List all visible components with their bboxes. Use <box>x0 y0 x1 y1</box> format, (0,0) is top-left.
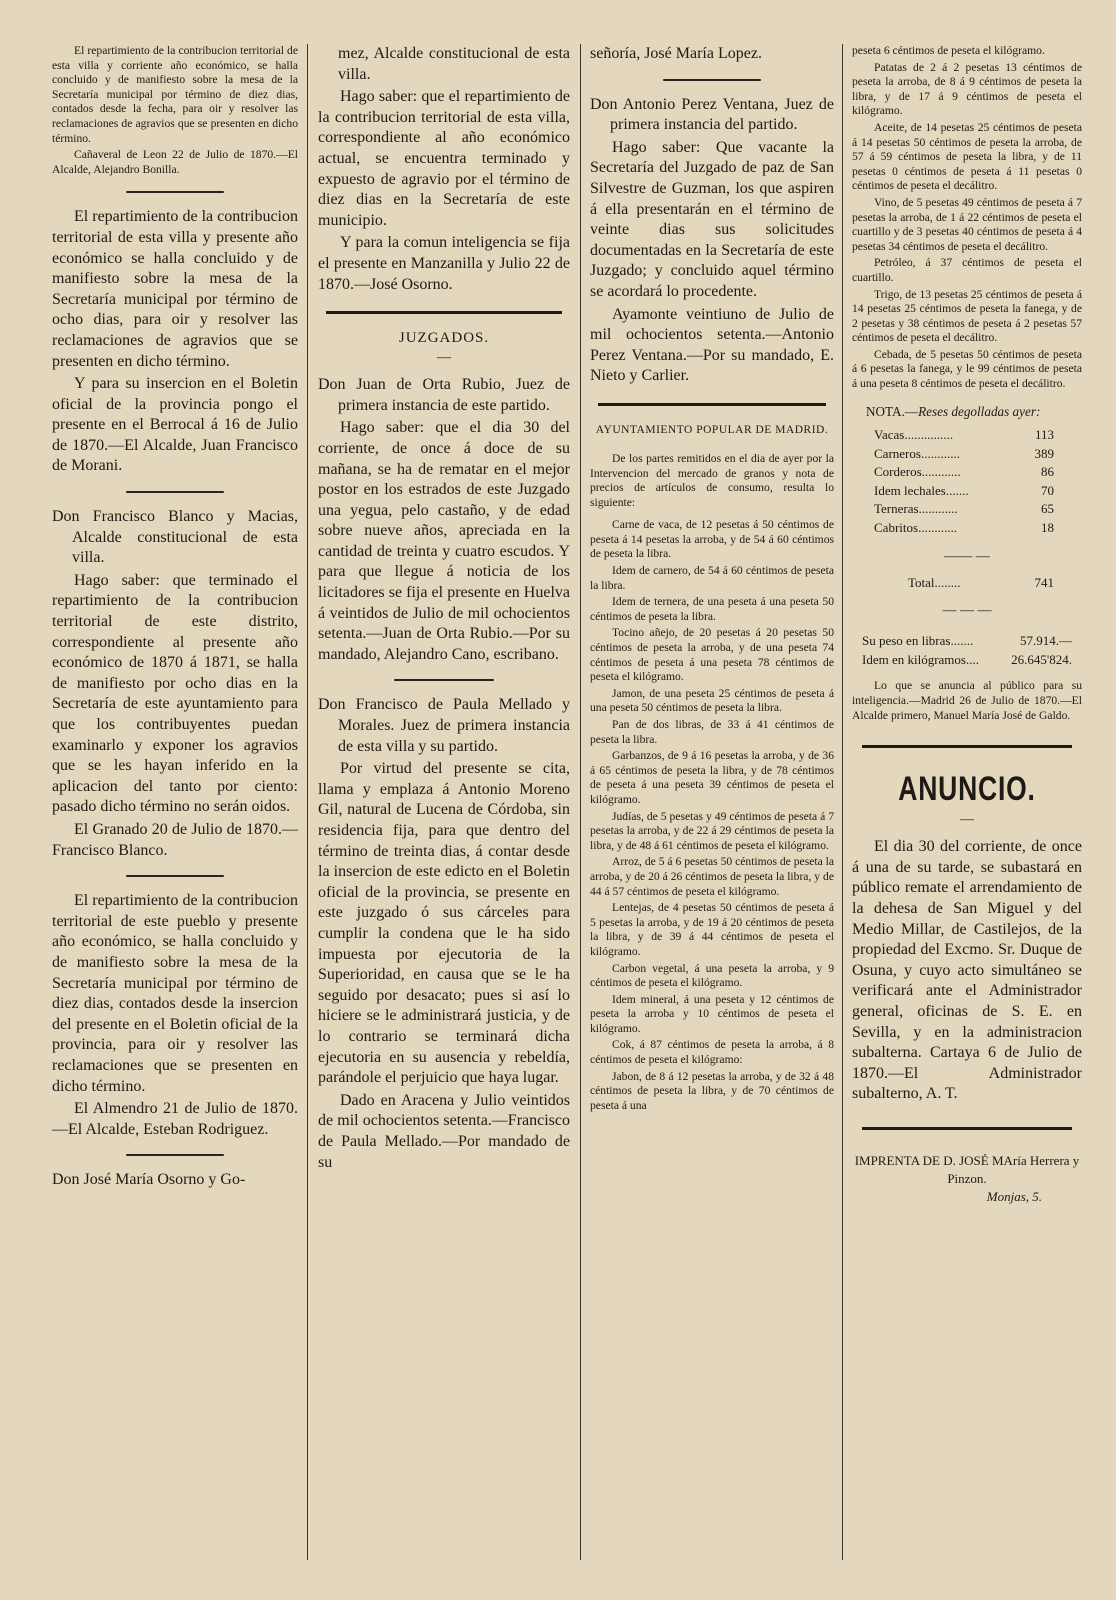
cattle-dots: ............ <box>918 501 958 517</box>
cattle-name: Carneros <box>874 445 921 461</box>
notice-manzanilla-signature: Y para la comun inteligencia se fija el presente en Manzanilla y Julio 22 de 1870.—José Osorno. <box>318 234 570 293</box>
price-item: Jamon, de una peseta 25 céntimos de peseta á una peseta 50 céntimos de peseta la libra. <box>590 686 834 715</box>
weight-kg-value: 26.645'824. <box>1011 651 1072 667</box>
separator <box>394 679 495 681</box>
cattle-dots: ............ <box>918 520 958 536</box>
separator: — <box>437 350 451 366</box>
price-list-continued <box>852 44 1082 392</box>
juzgado-huelva: Hago saber: que el dia 30 del corriente, de once á doce de su mañana, se ha de rematar en el mejor postor en los estrados de este Juzgado una yegua, pelo castaño, y de edad sobre nueve años, apreciada en la cantidad de treinta y cuatro escudos. Y para que llegue á noticia de los licitadores se fija el presente en Huelva á veintidos de Julio de mil ochocientos setenta.—Juan de Orta Rubio.—Por su mandado, Alejandro Cano, escribano. <box>318 419 570 663</box>
cattle-count: 113 <box>1034 427 1054 443</box>
juzgado-aracena-heading: Don Francisco de Paula Mellado y Morales. Juez de primera instancia de esta villa y su partido. <box>318 696 570 755</box>
price-list <box>590 518 834 1113</box>
cattle-row <box>874 445 1054 464</box>
notice-berrocal-signature: Y para su insercion en el Boletin oficial de la provincia pongo el presente en el Berrocal á 16 de Julio de 1870.—El Alcalde, Juan Francisco de Morani. <box>52 375 298 475</box>
cattle-name: Terneras <box>874 501 919 517</box>
cattle-name: Idem lechales <box>874 482 946 498</box>
weight-lbs-value: 57.914.— <box>1020 633 1072 649</box>
anuncio-heading: ANUNCIO. <box>898 770 1036 809</box>
separator <box>126 191 224 193</box>
column-rule <box>842 44 843 1560</box>
notice-manzanilla: Hago saber: que el repartimiento de la contribucion territorial de esta villa, correspondiente al año económico actual, se encuentra terminado y expuesto de agravio por el término de diez dias en la Secretaría de este municipio. <box>318 88 570 229</box>
weight-kg-dots: .... <box>965 651 979 667</box>
price-item: Garbanzos, de 9 á 16 pesetas la arroba, y de 36 á 65 céntimos de peseta la libra, y de 78 céntimos de peseta á una peseta 39 céntimos de peseta el kilógramo. <box>590 749 834 806</box>
cattle-count: 65 <box>1041 501 1054 517</box>
cattle-name: Corderos <box>874 464 922 480</box>
price-item: Patatas de 2 á 2 pesetas 13 céntimos de peseta la arroba, de 8 á 9 céntimos de peseta la libra, y de 17 á 9 céntimos de peseta el kilógramo. <box>852 60 1082 118</box>
notice-almendro: El repartimiento de la contribucion territorial de este pueblo y presente año económico, se halla concluido y de manifiesto sobre la mesa de la Secretaría municipal por término de diez dias, contados desde la insercion del presente en el Boletin oficial de la provincia, para oir y resolver las reclamaciones que se presenten en dicho término. <box>52 892 298 1095</box>
column-rule <box>580 44 581 1560</box>
price-item: Vino, de 5 pesetas 49 céntimos de peseta á 7 pesetas la arroba, de 1 á 22 céntimos de peseta el cuartillo y de 3 pesetas 40 céntimos de peseta á 4 pesetas 34 céntimos de peseta el decálitro. <box>852 195 1082 253</box>
separator <box>126 491 224 493</box>
separator <box>126 875 224 877</box>
price-item: Jabon, de 8 á 12 pesetas la arroba, y de 32 á 48 céntimos de peseta la libra, y de 70 céntimos de peseta á una <box>590 1069 834 1112</box>
anuncio-text: El dia 30 del corriente, de once á una de su tarde, se subastará en público remate el arrendamiento de la dehesa de San Miguel y del Medio Millar, de Castilejos, de la propiedad del Excmo. Sr. Duque de Osuna, y cuyo acto simultáneo se verificará ante el Administrador general, oficinas de S. E. en Sevilla, y en la administracion subalterna. Cartaya 6 de Julio de 1870.—El Administrador subalterno, A. T. <box>852 838 1082 1103</box>
notice-granado-heading: Don Francisco Blanco y Macias, Alcalde constitucional de esta villa. <box>52 508 298 567</box>
cattle-name: Cabritos <box>874 520 919 536</box>
price-item: Pan de dos libras, de 33 á 41 céntimos de peseta la libra. <box>590 718 834 746</box>
cattle-row <box>874 463 1054 482</box>
separator: — <box>960 812 974 828</box>
section-rule <box>862 1127 1072 1130</box>
price-item: Carne de vaca, de 12 pesetas á 50 céntimos de peseta á 14 pesetas la arroba, y de 54 á 60 céntimos de peseta la libra. <box>590 518 834 561</box>
nota-heading <box>852 404 1082 420</box>
juzgado-aracena-signature-end: señoría, José María Lopez. <box>590 45 762 62</box>
notice-manzanilla-heading: Don José María Osorno y Go- <box>52 1171 246 1189</box>
price-item: peseta 6 céntimos de peseta el kilógramo. <box>852 44 1045 57</box>
cattle-dots: ............ <box>921 464 961 480</box>
cattle-table <box>874 426 1054 538</box>
nota-label: NOTA.— <box>866 403 919 419</box>
section-rule <box>598 403 826 406</box>
juzgado-aracena-signature: Dado en Aracena y Julio veintidos de mil ochocientos setenta.—Francisco de Paula Mellado.—Por mandado de su <box>318 1091 570 1171</box>
ayuntamiento-closing: Lo que se anuncia al público para su inteligencia.—Madrid 26 de Julio de 1870.—El Alcalde primero, Manuel María José de Galdo. <box>852 679 1082 722</box>
column-3 <box>590 44 834 1560</box>
cattle-dots: ............... <box>904 427 954 443</box>
weight-lbs-dots: ....... <box>950 633 974 649</box>
cattle-row <box>874 519 1054 538</box>
cattle-row <box>874 482 1054 501</box>
price-item: Idem de carnero, de 54 á 60 céntimos de peseta la libra. <box>590 564 834 592</box>
price-item: Tocino añejo, de 20 pesetas á 20 pesetas 50 céntimos de peseta la arroba, y de una peseta 74 céntimos de peseta á una peseta 78 céntimos de peseta el kilógramo. <box>590 626 834 684</box>
juzgado-ayamonte-signature: Ayamonte veintiuno de Julio de mil ochocientos setenta.—Antonio Perez Ventana.—Por su mandado, E. Nieto y Carlier. <box>590 305 834 385</box>
price-item: Lentejas, de 4 pesetas 50 céntimos de peseta á 5 pesetas la arroba, y de 19 á 20 céntimos de peseta la libra, y de 39 á 44 céntimos de peseta el kilógramo. <box>590 901 834 958</box>
juzgado-ayamonte-heading: Don Antonio Perez Ventana, Juez de primera instancia del partido. <box>590 95 834 134</box>
column-rule <box>307 44 308 1560</box>
notice-canaveral-signature: Cañaveral de Leon 22 de Julio de 1870.—El Alcalde, Alejandro Bonilla. <box>52 148 298 176</box>
price-item: Aceite, de 14 pesetas 25 céntimos de peseta á 14 pesetas 50 céntimos de peseta la arroba, de 57 á 59 céntimos de peseta la libra, y de 11 pesetas 0 céntimos de peseta á 11 pesetas 0 céntimos de peseta el decálitro. <box>852 120 1082 193</box>
cattle-dots: ............ <box>920 445 960 461</box>
column-4 <box>852 44 1082 1560</box>
separator: — — — <box>942 603 992 619</box>
cattle-name: Vacas <box>874 427 905 443</box>
separator <box>663 79 761 81</box>
price-item: Trigo, de 13 pesetas 25 céntimos de peseta á 14 pesetas 25 céntimos de peseta la fanega, y de 2 pesetas y 38 céntimos de peseta á 2 pesetas 57 céntimos de peseta el decálitro. <box>852 287 1082 345</box>
weight-lbs-label: Su peso en libras <box>862 633 951 649</box>
total-value: 741 <box>1034 574 1054 590</box>
section-rule <box>326 311 562 314</box>
notice-almendro-signature: El Almendro 21 de Julio de 1870.—El Alcalde, Esteban Rodriguez. <box>52 1100 298 1138</box>
notice-granado-signature: El Granado 20 de Julio de 1870.—Francisco Blanco. <box>52 820 298 859</box>
column-2 <box>318 44 570 1560</box>
price-item: Idem mineral, á una peseta y 12 céntimos de peseta la arroba y 10 céntimos de peseta el kilógramo. <box>590 992 834 1035</box>
imprenta-line: IMPRENTA DE D. JOSÉ MAría Herrera y Pinzon. <box>854 1152 1080 1186</box>
juzgado-huelva-heading: Don Juan de Orta Rubio, Juez de primera instancia de este partido. <box>318 376 570 414</box>
cattle-row <box>874 426 1054 445</box>
notice-canaveral: El repartimiento de la contribucion territorial de esta villa y corriente año económico, se halla concluido y de manifiesto sobre la mesa de la Secretaría municipal por término de diez dias, contados desde la fecha, para oir y resolver las reclamaciones de agravios que se presenten en dicho término. <box>52 44 298 145</box>
cattle-count: 86 <box>1041 464 1054 480</box>
weight-lbs-row <box>862 632 1072 651</box>
cattle-row <box>874 500 1054 519</box>
notice-manzanilla-heading-cont: mez, Alcalde constitucional de esta villa. <box>338 45 570 83</box>
notice-berrocal: El repartimiento de la contribucion territorial de esta villa y presente año económico se halla concluido y de manifiesto sobre la mesa de la Secretaría municipal por término de ocho dias, para oir y resolver las reclamaciones de agravios que se presenten en dicho término. <box>52 208 298 370</box>
cattle-dots: ....... <box>945 482 969 498</box>
cattle-total-row <box>874 574 1054 593</box>
price-item: Carbon vegetal, á una peseta la arroba, y 9 céntimos de peseta el kilógramo. <box>590 961 834 990</box>
separator: —— — <box>944 548 990 564</box>
cattle-count: 18 <box>1041 520 1054 536</box>
ayuntamiento-madrid-heading: AYUNTAMIENTO POPULAR DE MADRID. <box>595 423 829 436</box>
juzgado-ayamonte: Hago saber: Que vacante la Secretaría del Juzgado de paz de San Silvestre de Guzman, los que aspiren á ella presentarán en el término de veinte dias sus solicitudes documentadas en la Secretaría de este Juzgado; y concluido aquel término se acordará lo procedente. <box>590 138 834 300</box>
imprenta-address: Monjas, 5. <box>986 1188 1042 1204</box>
section-rule <box>862 745 1072 748</box>
price-item: Judías, de 5 pesetas y 49 céntimos de peseta á 7 pesetas la arroba, y de 22 á 29 céntimos de peseta la libra, y de 48 á 61 céntimos de peseta el kilógramo. <box>590 809 834 852</box>
weight-table <box>862 632 1072 669</box>
total-dots: ........ <box>934 574 961 590</box>
price-item: Arroz, de 5 á 6 pesetas 50 céntimos de peseta la arroba, y de 20 á 26 céntimos de peseta la libra, y de 44 á 57 céntimos de peseta el kilógramo. <box>590 855 834 898</box>
juzgado-aracena: Por virtud del presente se cita, llama y emplaza á Antonio Moreno Gil, natural de Lucena de Córdoba, sin residencia fija, para que dentro del término de treinta dias, á contar desde la insercion de este edicto en el Boletin oficial de la provincia, se presente en este juzgado ó sus cárceles para cumplir la condena que le ha sido impuesta por ejecutoria de la Superioridad, en causa que se le ha seguido por desacato; pues si así lo hiciere se le administrará justicia, y de lo contrario se terminará dicha ejecutoria en su ausencia y rebeldía, parándole el perjuicio que haya lugar. <box>318 760 570 1087</box>
ayuntamiento-intro: De los partes remitidos en el dia de ayer por la Intervencion del mercado de granos y nota de precios de artículos de consumo, resulta lo siguiente: <box>590 451 834 509</box>
cattle-count: 389 <box>1034 445 1054 461</box>
section-heading-juzgados: JUZGADOS. <box>398 330 490 347</box>
column-1 <box>52 44 298 1560</box>
notice-granado: Hago saber: que terminado el repartimiento de la contribucion territorial de este distrito, correspondiente al presente año económico de 1870 á 1871, se halla de manifiesto por ocho dias en la Secretaría de este ayuntamiento para que los contribuyentes puedan examinarlo y exponer los agravios que se les hayan inferido en la aplicacion del tanto por ciento: pasado dicho término no serán oidos. <box>52 571 298 816</box>
price-item: Cok, á 87 céntimos de peseta la arroba, á 8 céntimos de peseta el kilógramo: <box>590 1038 834 1067</box>
weight-kg-label: Idem en kilógramos <box>862 651 966 667</box>
total-label: Total <box>908 574 935 590</box>
price-item: Idem de ternera, de una peseta á una peseta 50 céntimos de peseta la libra. <box>590 595 834 623</box>
price-item: Cebada, de 5 pesetas 50 céntimos de peseta á 6 pesetas la fanega, y le 99 céntimos de peseta á una peseta 8 céntimos de peseta el decálitro. <box>852 347 1082 391</box>
separator <box>126 1154 224 1156</box>
cattle-count: 70 <box>1041 482 1054 498</box>
weight-kg-row <box>862 651 1072 670</box>
nota-title: Reses degolladas ayer: <box>918 403 1041 419</box>
price-item: Petróleo, á 37 céntimos de peseta el cuartillo. <box>852 256 1082 284</box>
cattle-total-table <box>874 574 1054 593</box>
